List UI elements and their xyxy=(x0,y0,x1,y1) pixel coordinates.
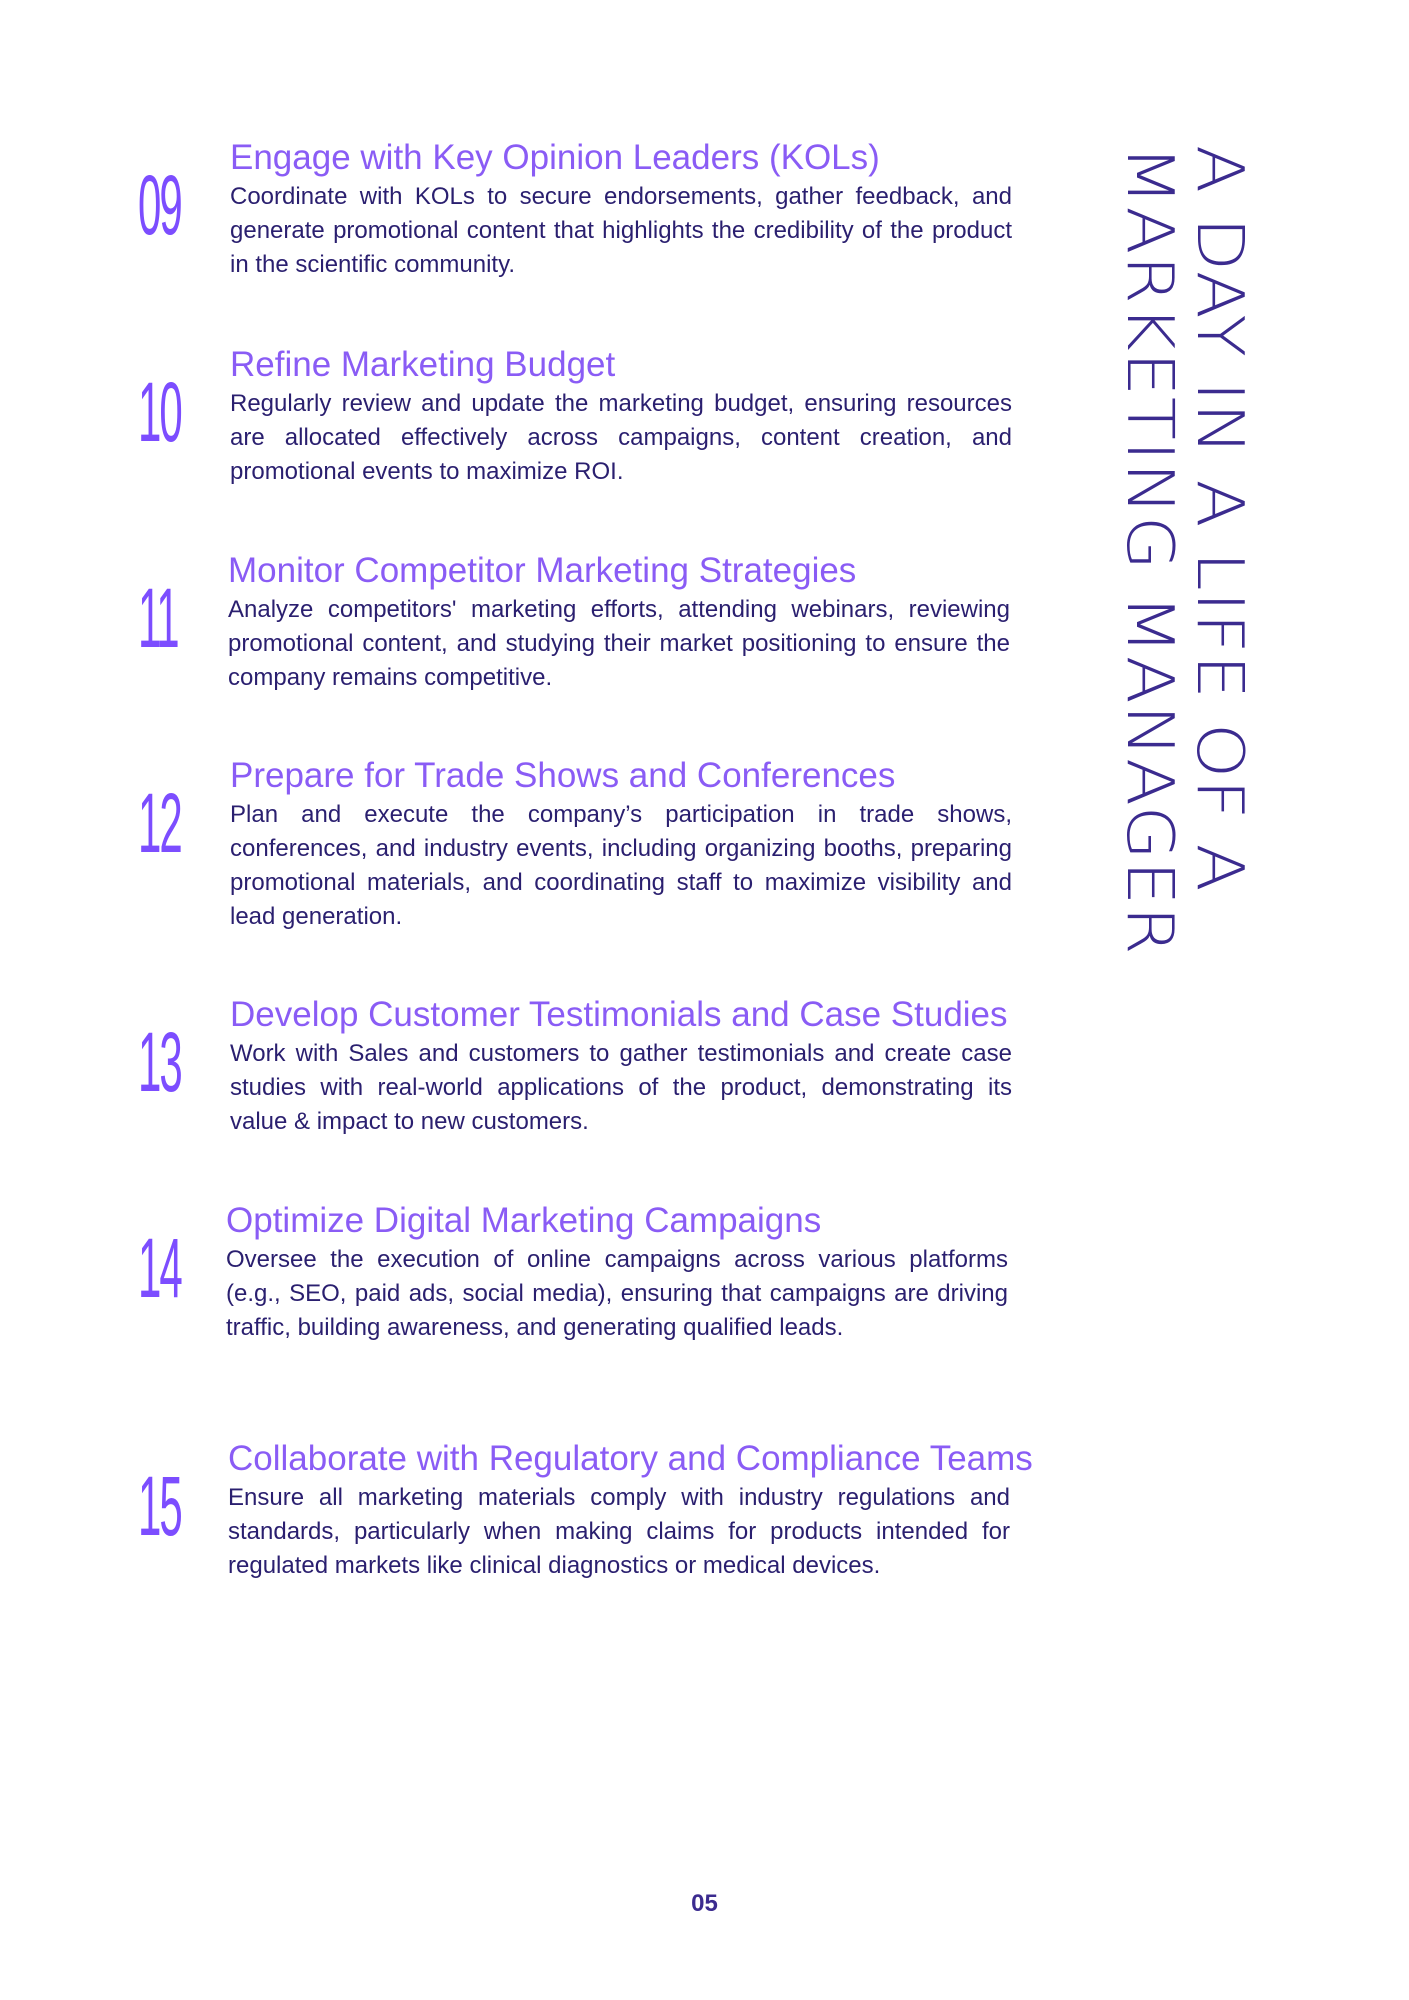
item-description: Analyze competitors' marketing efforts, attending webinars, reviewing promotional content, and studying their market positioning to ensure the company remains competitive. xyxy=(228,596,1010,691)
item-title: Prepare for Trade Shows and Conferences xyxy=(230,756,896,795)
vertical-page-title xyxy=(1112,145,1258,1085)
item-description: Ensure all marketing materials comply with industry regulations and standards, particularly when making claims for products intended for regulated markets like clinical diagnostics or medical devices. xyxy=(228,1484,1010,1579)
item-number: 10 xyxy=(138,365,181,459)
vertical-title-line-2: MARKETING MANAGER xyxy=(1112,145,1188,956)
item-title: Refine Marketing Budget xyxy=(230,345,616,384)
item-description: Work with Sales and customers to gather testimonials and create case studies with real-world applications of the product, demonstrating its value & impact to new customers. xyxy=(230,1040,1012,1135)
item-number: 13 xyxy=(138,1015,181,1109)
item-title: Monitor Competitor Marketing Strategies xyxy=(228,551,857,590)
item-title: Optimize Digital Marketing Campaigns xyxy=(226,1201,822,1240)
item-title: Engage with Key Opinion Leaders (KOLs) xyxy=(230,138,880,177)
item-number: 11 xyxy=(138,571,178,665)
item-number: 14 xyxy=(138,1221,181,1315)
item-number: 09 xyxy=(138,158,181,252)
item-description: Plan and execute the company’s participation in trade shows, conferences, and industry events, including organizing booths, preparing promotional materials, and coordinating staff to maximize visibility and lead generation. xyxy=(230,801,1012,930)
item-title: Collaborate with Regulatory and Compliance Teams xyxy=(228,1439,1033,1478)
item-number: 15 xyxy=(138,1459,181,1553)
item-number: 12 xyxy=(138,776,181,870)
item-description: Coordinate with KOLs to secure endorsements, gather feedback, and generate promotional content that highlights the credibility of the product in the scientific community. xyxy=(230,183,1012,278)
item-description: Regularly review and update the marketing budget, ensuring resources are allocated effectively across campaigns, content creation, and promotional events to maximize ROI. xyxy=(230,390,1012,485)
vertical-title-line-1: A DAY IN A LIFE OF A xyxy=(1182,145,1258,893)
item-description: Oversee the execution of online campaigns across various platforms (e.g., SEO, paid ads, social media), ensuring that campaigns are driving traffic, building awareness, and generating qualified leads. xyxy=(226,1246,1008,1341)
item-title: Develop Customer Testimonials and Case Studies xyxy=(230,995,1008,1034)
page-number: 05 xyxy=(691,1890,718,1917)
